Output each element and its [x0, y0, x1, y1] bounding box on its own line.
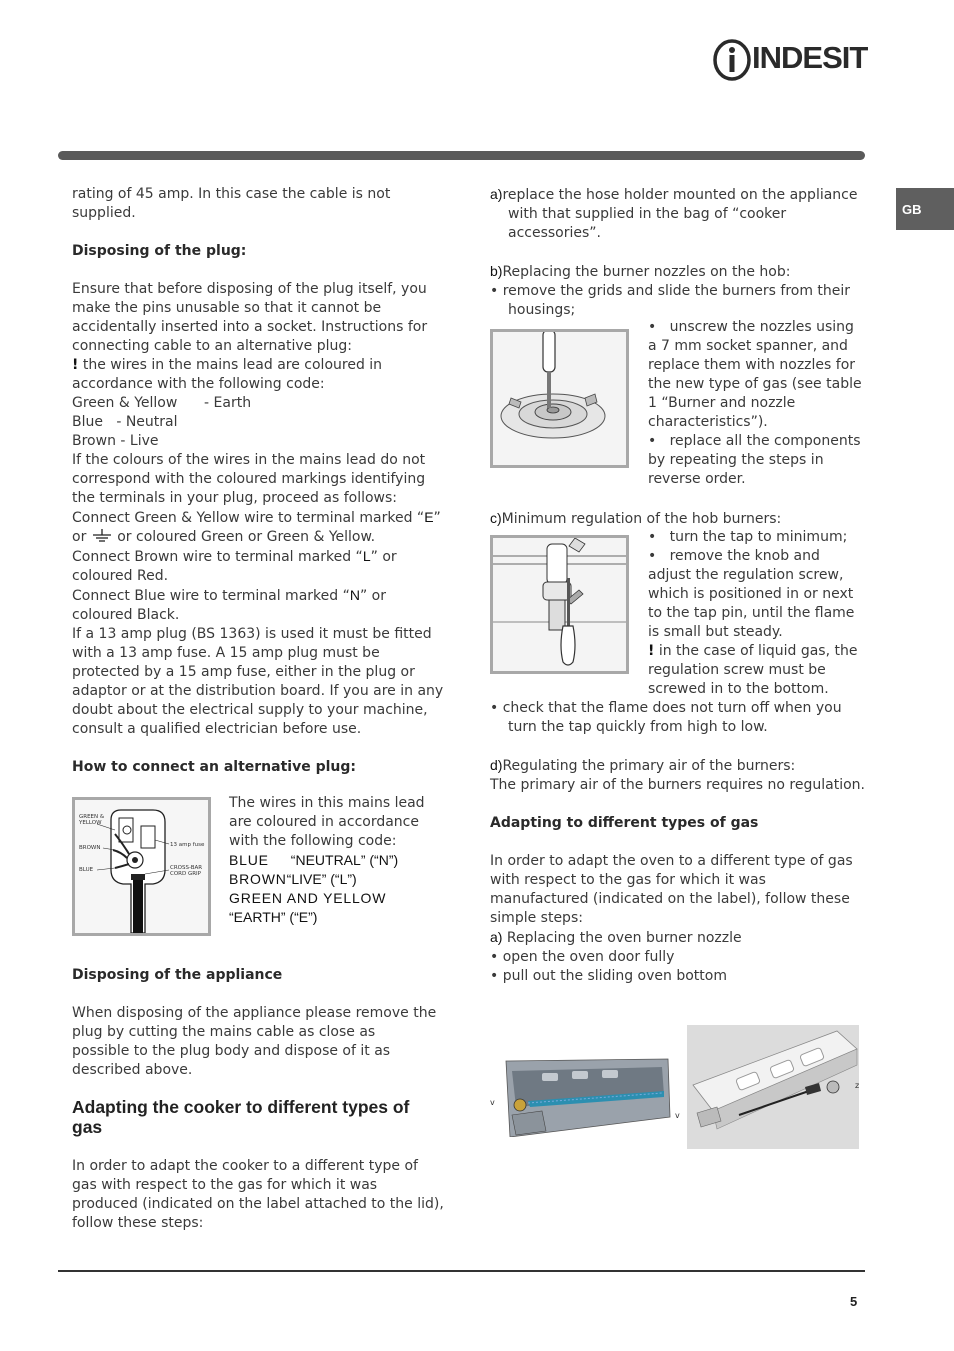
label-v: v — [675, 1111, 680, 1120]
right-column-top — [490, 185, 865, 320]
connect-line: or or coloured Green or Green & Yellow. — [72, 529, 376, 545]
step-c-side-line: • turn the tap to minimum; — [648, 529, 848, 545]
step-b-side-line: • unscrew the nozzles using — [648, 319, 854, 335]
step-c-heading — [490, 509, 865, 529]
paragraph-line: connecting cable to an alternative plug: — [72, 338, 352, 354]
wire-earth-line: “EARTH” (“E”) — [229, 909, 318, 925]
step-d: d)Regulating the primary air of the burners: — [490, 757, 796, 774]
earth-symbol-icon — [91, 529, 113, 543]
step-c-side-line: regulation screw must be — [648, 662, 826, 678]
colour-code-line: Blue - Neutral — [72, 414, 178, 430]
step-c-side-line: which is positioned in or next — [648, 586, 854, 602]
paragraph-line: When disposing of the appliance please remove the — [72, 1005, 437, 1021]
paragraph-line: If the colours of the wires in the mains lead do not — [72, 452, 426, 468]
heading-adapting-gas-types: Adapting to different types of gas — [490, 815, 759, 831]
paragraph-line: simple steps: — [490, 910, 583, 926]
paragraph-line: follow these steps: — [72, 1215, 204, 1231]
paragraph-line: doubt about the electrical supply to your machine, — [72, 702, 428, 718]
brand-name: INDESIT — [752, 40, 868, 75]
paragraph-line: Ensure that before disposing of the plug itself, you — [72, 281, 427, 297]
colour-code-line: Green & Yellow - Earth — [72, 395, 252, 411]
footer-rule — [58, 1270, 865, 1272]
heading-disposing-plug: Disposing of the plug: — [72, 243, 247, 259]
left-column-final — [72, 1157, 447, 1233]
paragraph-line: correspond with the coloured markings identifying — [72, 471, 426, 487]
header-rule — [58, 151, 865, 160]
language-tab: GB — [896, 188, 954, 230]
step-b-side-line: • replace all the components — [648, 433, 861, 449]
oven-bullet: • pull out the sliding oven bottom — [490, 968, 727, 984]
paragraph-line: protected by a 15 amp fuse, either in the plug or — [72, 664, 415, 680]
step-c-warning: ! in the case of liquid gas, the — [648, 643, 858, 659]
step-b: b)Replacing the burner nozzles on the hob: — [490, 263, 791, 280]
step-c-side-line: to the tap pin, until the flame — [648, 605, 855, 621]
step-c-side-text — [648, 528, 868, 699]
paragraph-line: with respect to the gas for which it was — [490, 872, 766, 888]
intro-line: supplied. — [72, 205, 136, 221]
connect-line: Connect Green & Yellow wire to terminal marked “E” — [72, 509, 441, 526]
step-b-side-line: characteristics”). — [648, 414, 768, 430]
indesit-logo-icon — [712, 38, 752, 82]
oven-burner-figure-left — [490, 1055, 672, 1137]
right-column-middle — [490, 699, 865, 986]
left-column — [72, 185, 447, 777]
oven-bullet: • open the oven door fully — [490, 949, 675, 965]
step-c-side-line: screwed in to the bottom. — [648, 681, 829, 697]
step-b-side-line: reverse order. — [648, 471, 746, 487]
paragraph-line: manufactured (indicated on the label), follow these — [490, 891, 850, 907]
wire-text: with the following code: — [229, 833, 397, 849]
connect-line: Connect Blue wire to terminal marked “N” or — [72, 587, 386, 604]
paragraph-line: In order to adapt the cooker to a different type of — [72, 1158, 418, 1174]
intro-line: rating of 45 amp. In this case the cable is not — [72, 186, 391, 202]
oven-screwdriver-icon — [687, 1025, 859, 1149]
wire-text: are coloured in accordance — [229, 814, 419, 830]
label-z: z — [855, 1081, 860, 1090]
left-column-lower — [72, 966, 447, 1080]
oven-burner-icon — [502, 1055, 672, 1137]
heading-disposing-appliance: Disposing of the appliance — [72, 967, 283, 983]
paragraph-line: accordance with the following code: — [72, 376, 325, 392]
step-b-side-text — [648, 318, 868, 489]
step-c-side-line: • remove the knob and — [648, 548, 820, 564]
step-b-side-line: a 7 mm socket spanner, and — [648, 338, 848, 354]
paragraph-line: make the pins unusable so that it cannot be — [72, 300, 382, 316]
warning-mark: ! — [72, 357, 79, 373]
step-b-side-line: the new type of gas (see table — [648, 376, 862, 392]
tap-regulation-figure — [490, 535, 629, 674]
label-fuse: 13 amp fuse — [170, 842, 205, 848]
oven-step-a: a) Replacing the oven burner nozzle — [490, 929, 742, 946]
paragraph-line: consult a qualified electrician before use. — [72, 721, 362, 737]
step-b-side-line: 1 “Burner and nozzle — [648, 395, 796, 411]
oven-burner-figure-right — [675, 1025, 860, 1149]
step-c-bullet: • check that the flame does not turn off when you turn the tap quickly from high to low. — [490, 700, 842, 735]
colour-code-line: Brown - Live — [72, 433, 159, 449]
wire-live-line: BROWN“LIVE” (“L”) — [229, 871, 357, 887]
paragraph-line: the terminals in your plug, proceed as follows: — [72, 490, 398, 506]
step-b-side-line: by repeating the steps in — [648, 452, 824, 468]
page-number: 5 — [850, 1294, 858, 1309]
label-green-yellow: GREEN & YELLOW — [79, 814, 105, 826]
paragraph-line: with a 13 amp fuse. A 15 amp plug must be — [72, 645, 380, 661]
label-blue: BLUE — [79, 867, 94, 873]
label-v: v — [490, 1098, 495, 1107]
wire-earth-colour: GREEN AND YELLOW — [229, 890, 387, 906]
screwdriver-tap-icon — [493, 538, 626, 671]
paragraph-line: described above. — [72, 1062, 193, 1078]
burner-nozzle-figure — [490, 329, 629, 468]
step-c: c)Minimum regulation of the hob burners: — [490, 510, 782, 527]
wire-neutral-line: BLUE “NEUTRAL” (“N”) — [229, 852, 399, 868]
plug-wiring-figure — [72, 797, 211, 936]
label-crossbar: CROSS-BAR CORD GRIP — [170, 865, 203, 877]
wire-text: The wires in this mains lead — [229, 795, 425, 811]
step-b-bullet: • remove the grids and slide the burners from their housings; — [490, 283, 851, 318]
heading-connect-plug: How to connect an alternative plug: — [72, 759, 356, 775]
connect-line: coloured Black. — [72, 607, 180, 623]
connect-line: Connect Brown wire to terminal marked “L” or — [72, 548, 397, 565]
warning-line — [72, 356, 447, 375]
paragraph-line: gas with respect to the gas for which it was — [72, 1177, 378, 1193]
label-brown: BROWN — [79, 845, 101, 851]
warning-text: the wires in the mains lead are coloured in — [82, 357, 383, 373]
paragraph-line: produced (indicated on the label attached to the lid), — [72, 1196, 444, 1212]
wire-code-block — [229, 794, 449, 927]
spanner-burner-icon — [493, 332, 626, 465]
paragraph-line: adaptor or at the distribution board. If you are in any — [72, 683, 444, 699]
paragraph-line: In order to adapt the oven to a different type of gas — [490, 853, 853, 869]
heading-adapting-cooker: Adapting the cooker to different types of gas — [72, 1097, 410, 1137]
step-a: a)replace the hose holder mounted on the appliance with that supplied in the bag of “cooker accessories”. — [490, 186, 858, 241]
paragraph-line: If a 13 amp plug (BS 1363) is used it must be fitted — [72, 626, 432, 642]
step-b-side-line: replace them with nozzles for — [648, 357, 856, 373]
paragraph-line: plug by cutting the mains cable as close as — [72, 1024, 376, 1040]
paragraph-line: possible to the plug body and dispose of it as — [72, 1043, 391, 1059]
connect-line: coloured Red. — [72, 568, 169, 584]
paragraph-line: accidentally inserted into a socket. Instructions for — [72, 319, 428, 335]
warning-mark: ! — [648, 643, 655, 659]
step-d-text: The primary air of the burners requires no regulation. — [490, 777, 865, 793]
step-c-side-line: is small but steady. — [648, 624, 783, 640]
indesit-logo — [712, 38, 872, 82]
step-c-side-line: adjust the regulation screw, — [648, 567, 844, 583]
